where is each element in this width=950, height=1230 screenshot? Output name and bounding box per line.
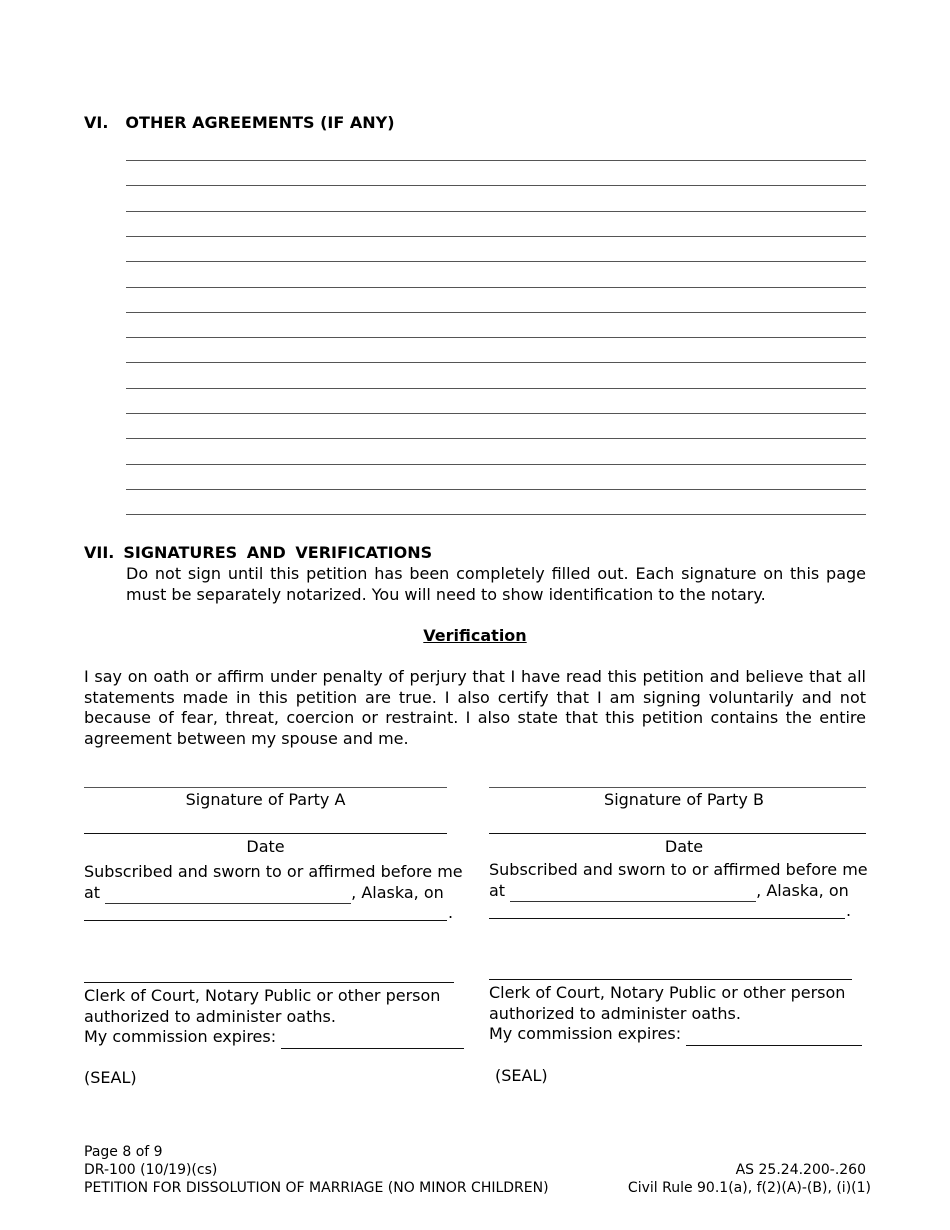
footer-rule: Civil Rule 90.1(a), f(2)(A)-(B), (i)(1) — [627, 1180, 871, 1196]
agreement-line[interactable] — [126, 211, 866, 212]
party-b-date-line[interactable] — [489, 833, 866, 834]
footer-right — [560, 1161, 871, 1197]
party-b-seal: (SEAL) — [495, 1066, 548, 1085]
party-b-clerk-line2: authorized to administer oaths. — [489, 1003, 741, 1023]
footer-page-number: Page 8 of 9 — [84, 1144, 163, 1160]
footer-statute: AS 25.24.200-.260 — [735, 1162, 866, 1178]
party-a-seal: (SEAL) — [84, 1068, 137, 1087]
agreement-line[interactable] — [126, 413, 866, 414]
party-a-clerk-block — [84, 986, 464, 1049]
agreement-line[interactable] — [126, 362, 866, 363]
agreement-line[interactable] — [126, 337, 866, 338]
party-b-date-label: Date — [664, 837, 704, 856]
section-7-heading — [84, 543, 432, 562]
agreement-line[interactable] — [126, 464, 866, 465]
party-a-clerk-line1: Clerk of Court, Notary Public or other person — [84, 986, 441, 1005]
party-a-sworn-line1: Subscribed and sworn to or affirmed before me — [84, 862, 463, 881]
footer-form-number: DR-100 (10/19)(cs) — [84, 1162, 218, 1178]
party-a-commission-label: My commission expires: — [84, 1027, 277, 1046]
party-a-sworn-block — [84, 862, 463, 904]
party-a-sworn-date-line[interactable] — [84, 920, 447, 921]
agreement-line[interactable] — [126, 236, 866, 237]
agreement-line[interactable] — [126, 489, 866, 490]
party-b-signature-label: Signature of Party B — [604, 790, 764, 809]
party-a-location-field[interactable] — [105, 883, 351, 905]
party-b-commission-field[interactable] — [686, 1024, 862, 1046]
agreement-line[interactable] — [126, 312, 866, 313]
party-b-sworn-at: at — [489, 880, 506, 900]
party-b-period: . — [846, 901, 852, 920]
party-b-sworn-line1: Subscribed and sworn to or affirmed before me — [489, 860, 868, 879]
party-a-signature-line[interactable] — [84, 787, 447, 788]
agreement-line[interactable] — [126, 514, 866, 515]
party-a-date-label: Date — [246, 837, 285, 856]
signing-instructions: Do not sign until this petition has been completely filled out. Each signature on this page must be separately notarized. You will need to show identification to the notary. — [126, 564, 866, 604]
party-b-clerk-line1: Clerk of Court, Notary Public or other person — [489, 983, 846, 1002]
verification-statement: I say on oath or affirm under penalty of perjury that I have read this petition and believe that all statements made in this petition are true. I also certify that I am signing voluntarily and not because of fear, threat, coercion or restraint. I also state that this petition contains the entire agreement between my spouse and me. — [84, 667, 866, 748]
agreement-line[interactable] — [126, 438, 866, 439]
party-a-period: . — [448, 903, 454, 922]
party-a-clerk-signature-line[interactable] — [84, 982, 454, 983]
agreement-line[interactable] — [126, 185, 866, 186]
verification-heading: Verification — [423, 626, 527, 645]
party-b-signature-line[interactable] — [489, 787, 866, 788]
party-a-sworn-alaska: , Alaska, on — [351, 882, 444, 902]
section-7-title: SIGNATURES AND VERIFICATIONS — [123, 543, 433, 562]
party-a-commission-field[interactable] — [281, 1027, 464, 1049]
party-b-commission-label: My commission expires: — [489, 1024, 682, 1043]
section-6-number: VI. — [84, 113, 109, 132]
section-7-number: VII. — [84, 543, 115, 562]
party-b-sworn-alaska: , Alaska, on — [756, 880, 849, 900]
party-b-sworn-block — [489, 860, 869, 902]
agreement-line[interactable] — [126, 160, 866, 161]
footer-form-title: PETITION FOR DISSOLUTION OF MARRIAGE (NO MINOR CHILDREN) — [84, 1180, 549, 1196]
party-a-date-line[interactable] — [84, 833, 447, 834]
footer-left — [84, 1143, 549, 1197]
party-a-clerk-line2: authorized to administer oaths. — [84, 1006, 336, 1026]
agreement-line[interactable] — [126, 261, 866, 262]
party-a-signature-label: Signature of Party A — [185, 790, 346, 809]
agreement-line[interactable] — [126, 388, 866, 389]
section-6-heading — [84, 113, 395, 132]
section-6-title: OTHER AGREEMENTS (IF ANY) — [125, 113, 395, 132]
party-b-sworn-date-line[interactable] — [489, 918, 845, 919]
agreement-line[interactable] — [126, 287, 866, 288]
party-b-clerk-signature-line[interactable] — [489, 979, 852, 980]
party-b-location-field[interactable] — [510, 881, 756, 903]
party-a-sworn-at: at — [84, 882, 101, 902]
party-b-clerk-block — [489, 983, 869, 1046]
